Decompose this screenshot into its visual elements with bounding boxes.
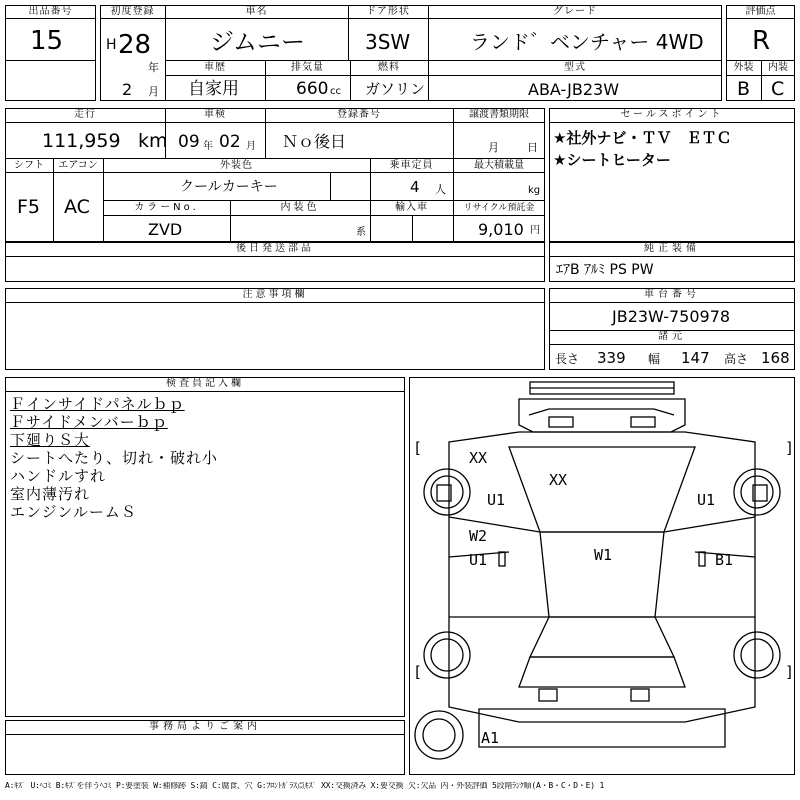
mark-w1: W1 — [594, 546, 613, 564]
inspector-note: エンジンルームＳ — [10, 503, 137, 521]
year-unit: 年 — [148, 61, 159, 74]
sales-label: セールスポイント — [620, 109, 724, 120]
details-box — [5, 108, 545, 242]
model-value: ABA-JB23W — [528, 80, 620, 99]
mileage-label: 走行 — [74, 109, 96, 120]
length-value: 339 — [597, 349, 626, 367]
insp-month-unit: 月 — [246, 141, 256, 152]
sales-point-1: ★社外ナビ・ＴＶ ＥＴＣ — [553, 129, 732, 147]
color-no-value: ZVD — [148, 220, 183, 239]
insp-year-value: 09 — [178, 132, 200, 152]
recycle-value: 9,010 — [478, 220, 524, 239]
history-label: 車歴 — [204, 62, 226, 73]
inspector-note: Ｆサイドメンバーｂｐ — [10, 413, 168, 431]
mark-bracket-r2: ] — [785, 663, 795, 681]
sales-point-2: ★シートヒーター — [553, 151, 671, 169]
import-label: 輸入車 — [395, 202, 428, 213]
displacement-value: 660 — [296, 79, 329, 99]
interior-grade: C — [771, 78, 785, 100]
genuine-label: 純正装備 — [644, 243, 700, 254]
mark-w2: W2 — [469, 527, 488, 545]
exterior-label: 外装 — [733, 62, 754, 73]
height-label: 高さ — [724, 352, 749, 366]
car-diagram — [409, 377, 795, 775]
car-name-value: ジムニー — [210, 28, 306, 56]
model-label: 型式 — [564, 62, 586, 73]
int-color-label: 内装色 — [280, 202, 320, 213]
displacement-label: 排気量 — [291, 62, 324, 73]
month-value: 2 — [122, 80, 133, 99]
recycle-label: リサイクル預託金 — [463, 203, 535, 213]
transfer-month-unit: 月 — [488, 141, 499, 154]
mark-bracket-l1: [ — [413, 439, 423, 457]
aircon-value: AC — [64, 196, 90, 218]
inspector-note: 下廻りＳ大 — [10, 431, 91, 449]
color-no-label: カラーNo. — [134, 202, 199, 213]
insp-year-unit: 年 — [203, 141, 213, 152]
cc-unit: cc — [330, 86, 341, 97]
mark-xx-front: XX — [469, 449, 488, 467]
mark-u1-left: U1 — [487, 491, 506, 509]
inspector-note: Ｆインサイドパネルｂｐ — [10, 395, 185, 413]
office-label: 事務局よりご案内 — [149, 721, 261, 732]
insp-month-value: 02 — [219, 132, 241, 152]
mark-bracket-r1: ] — [785, 439, 795, 457]
ext-color-value: クールカーキー — [180, 179, 278, 195]
body-outline-shape — [449, 432, 755, 722]
interior-label: 内装 — [768, 62, 788, 73]
reg-no-label: 登録番号 — [337, 109, 381, 120]
mark-u1-right: U1 — [697, 491, 716, 509]
chassis-value: JB23W-750978 — [612, 307, 731, 326]
km-unit: km — [138, 130, 168, 152]
mark-xx-hood: XX — [549, 471, 568, 489]
person-unit: 人 — [435, 183, 446, 196]
inspector-note: シートへたり、切れ・破れ小 — [10, 449, 219, 467]
lot-no-value: 15 — [30, 26, 64, 56]
transfer-label: 譲渡書類期限 — [469, 109, 529, 120]
inspector-note: 室内薄汚れ — [10, 485, 91, 503]
lot-no-label: 出品番号 — [28, 6, 73, 17]
width-value: 147 — [681, 349, 710, 367]
width-label: 幅 — [648, 352, 661, 366]
capacity-label: 乗車定員 — [389, 160, 434, 171]
car-name-label: 車名 — [245, 6, 268, 17]
capacity-value: 4 — [410, 178, 420, 196]
aircon-label: エアコン — [58, 160, 98, 171]
height-value: 168 — [761, 349, 790, 367]
fuel-value: ガソリン — [365, 80, 426, 98]
rear-panel-shape — [479, 709, 725, 747]
length-label: 長さ — [555, 352, 580, 366]
score-value: R — [752, 26, 771, 56]
specs-label: 諸元 — [658, 331, 686, 342]
shift-label: シフト — [14, 160, 44, 171]
genuine-value: ｴｱB ｱﾙﾐ PS PW — [556, 262, 654, 278]
ext-color-label: 外装色 — [220, 160, 253, 171]
kg-unit: kg — [528, 185, 541, 196]
notes-label: 注意事項欄 — [242, 289, 308, 300]
mark-a1: A1 — [481, 729, 500, 747]
fuel-label: 燃料 — [378, 62, 400, 73]
first-reg-label: 初度登録 — [110, 6, 155, 17]
inspector-notes-list — [10, 395, 400, 521]
rear-bumper-shape — [539, 689, 557, 701]
max-load-label: 最大積載量 — [474, 160, 524, 171]
mileage-value: 111,959 — [42, 130, 121, 152]
month-unit: 月 — [148, 85, 159, 98]
history-value: 自家用 — [188, 79, 239, 99]
front-panel-shape — [519, 399, 685, 432]
grade-value: ランド゛ベンチャー 4WD — [470, 30, 704, 54]
transfer-day-unit: 日 — [527, 141, 538, 154]
kei-unit: 系 — [356, 227, 366, 238]
grade-label: グレード — [553, 6, 597, 17]
yen-unit: 円 — [530, 225, 540, 236]
mark-u1-side: U1 — [469, 551, 488, 569]
legend-text: A:ｷｽﾞ U:ﾍｺﾐ B:ｷｽﾞを伴うﾍｺﾐ P:要塗装 W:補修跡 S:錆 C:腐食、穴 G:ﾌﾛﾝﾄｶﾞﾗｽ点ｷｽﾞ XX:交換済み X:要交換 欠:欠品 内・外装評価 5段階ﾗﾝｸ順(A・B・C・D・E) 1 — [5, 782, 605, 790]
exterior-grade: B — [737, 78, 751, 100]
inspector-note: ハンドルすれ — [10, 467, 107, 485]
shift-value: F5 — [17, 196, 41, 218]
later-parts-label: 後日発送部品 — [236, 243, 314, 254]
year-value: 28 — [118, 30, 152, 60]
door-value: 3SW — [365, 30, 411, 54]
inspector-label: 検査員記入欄 — [166, 378, 244, 389]
era-value: H — [106, 37, 117, 53]
spare-tire — [415, 711, 463, 759]
inspection-label: 車検 — [204, 109, 226, 120]
door-label: ドア形状 — [366, 6, 410, 17]
chassis-label: 車台番号 — [644, 289, 700, 300]
score-label: 評価点 — [745, 6, 776, 17]
mark-b1: B1 — [715, 551, 734, 569]
mark-bracket-l2: [ — [413, 663, 423, 681]
reg-no-value: Ｎｏ後日 — [282, 132, 347, 151]
